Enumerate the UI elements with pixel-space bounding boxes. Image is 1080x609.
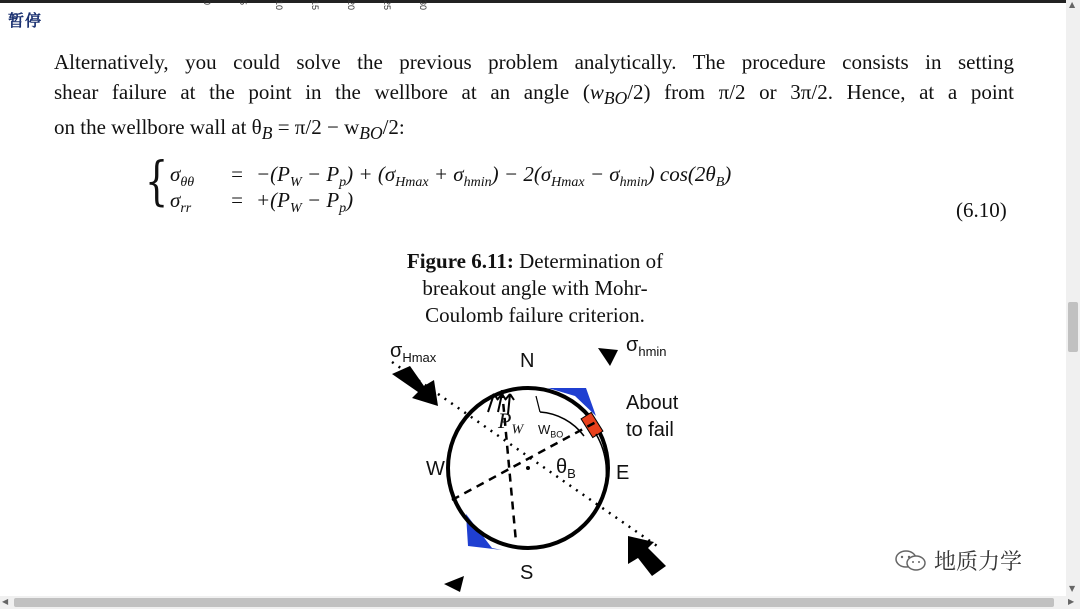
north-label: N — [520, 350, 535, 372]
about-to-fail-label — [626, 390, 678, 444]
theta-b-label — [556, 456, 576, 481]
sigma-symbol: σ — [170, 188, 181, 212]
center-point — [526, 466, 530, 470]
text-run: /2: — [382, 115, 405, 140]
math-w: w — [589, 79, 604, 104]
angle-tick — [536, 396, 540, 412]
subscript: hmin — [638, 344, 667, 359]
scroll-up-icon[interactable]: ▲ — [1069, 0, 1076, 9]
to-fail-text: to fail — [626, 419, 674, 441]
horizontal-scroll-thumb[interactable] — [14, 598, 1054, 607]
wechat-icon — [894, 550, 928, 572]
w-symbol: W — [538, 422, 551, 437]
text-run: = π/2 − w — [272, 115, 360, 140]
west-label: W — [426, 458, 445, 480]
subscript: B — [567, 466, 576, 481]
text-run: shear failure at the point in the wellbore at an angle ( — [54, 79, 590, 104]
wbo-label — [538, 422, 563, 440]
subscript: θθ — [180, 175, 195, 191]
watermark-text: 地质力学 — [934, 550, 1023, 575]
scroll-right-icon[interactable]: ▶ — [1068, 597, 1075, 606]
eq-lhs-sigma-rr — [170, 188, 218, 217]
sigma-hmin-arrow-sw — [444, 576, 464, 592]
equation-row-2 — [170, 188, 353, 217]
math-sub-b: B — [261, 123, 273, 144]
body-paragraph — [54, 48, 1014, 149]
caption-text: Determination of — [513, 249, 664, 273]
subscript: rr — [180, 201, 192, 217]
left-brace: { — [144, 152, 169, 212]
breakout-diagram-svg — [370, 336, 710, 596]
paragraph-line-3 — [54, 113, 1014, 149]
equals-sign: = — [231, 162, 243, 186]
scroll-left-icon[interactable]: ◀ — [2, 597, 9, 606]
equation-row-1 — [170, 162, 731, 191]
ruler-tick: 0 — [202, 0, 212, 6]
vertical-scrollbar[interactable] — [1066, 0, 1080, 596]
sigma-hmax-arrow-nw — [392, 366, 438, 406]
equation-number: (6.10) — [956, 198, 1007, 222]
ruler-tick: 5 — [238, 0, 248, 6]
sigma-symbol: σ — [390, 340, 403, 362]
ruler-tick: 10 — [274, 0, 284, 11]
text-run: on the wellbore wall at θ — [54, 115, 262, 140]
breakout-diagram — [370, 336, 710, 596]
subscript: W — [511, 422, 524, 438]
paragraph-line-1: Alternatively, you could solve the previous problem analytically. The procedure consists in setting — [54, 50, 1014, 74]
sigma-hmax-arrow-se — [628, 536, 666, 576]
breakout-patch-sw — [466, 514, 502, 550]
sigma-symbol: σ — [170, 162, 181, 186]
eq-lhs-sigma-thetatheta — [170, 162, 218, 191]
pause-indicator[interactable]: 暂停 — [8, 11, 43, 30]
south-label: S — [520, 562, 534, 584]
text-run: /2) from π/2 or 3π/2. Hence, at a point — [627, 79, 1014, 104]
sigma-hmax-label — [390, 340, 436, 365]
sigma-hmin-label — [626, 334, 667, 359]
caption-text: Coulomb failure criterion. — [425, 303, 645, 327]
east-label: E — [616, 462, 630, 484]
pw-label — [498, 408, 523, 438]
eq-rhs-row2: $+(P_W - P_p)$ — [256, 188, 354, 217]
math-sub-bo: BO — [603, 87, 628, 108]
scroll-down-icon[interactable]: ▼ — [1069, 584, 1076, 593]
subscript: Hmax — [402, 350, 437, 365]
figure-caption — [370, 248, 700, 329]
subscript: BO — [550, 429, 564, 440]
ruler-tick: 25 — [382, 0, 392, 11]
caption-text: breakout angle with Mohr- — [422, 276, 648, 300]
p-symbol: P — [498, 408, 512, 433]
ruler-tick: 30 — [418, 0, 428, 11]
sigma-symbol: σ — [626, 334, 639, 356]
ruler-tick: 20 — [346, 0, 356, 11]
equals-sign: = — [231, 188, 243, 212]
about-text: About — [626, 392, 679, 414]
math-sub-bo: BO — [359, 123, 383, 144]
eq-rhs-row1: $-(P_W - P_p) + (\sigma_{Hmax} + \sigma_{hmin}) - 2(\sigma_{Hmax} - \sigma_{hmin})$ $\cos(2\theta_B)$ — [256, 162, 732, 191]
ruler-tick: 15 — [310, 0, 320, 11]
horizontal-scrollbar[interactable] — [0, 596, 1080, 609]
watermark — [894, 545, 1022, 576]
theta-symbol: θ — [556, 456, 568, 478]
caption-label: Figure 6.11: — [406, 249, 514, 273]
sigma-hmin-arrow-ne — [598, 348, 618, 366]
vertical-scroll-thumb[interactable] — [1068, 302, 1078, 352]
paragraph-line-2 — [54, 78, 1014, 114]
